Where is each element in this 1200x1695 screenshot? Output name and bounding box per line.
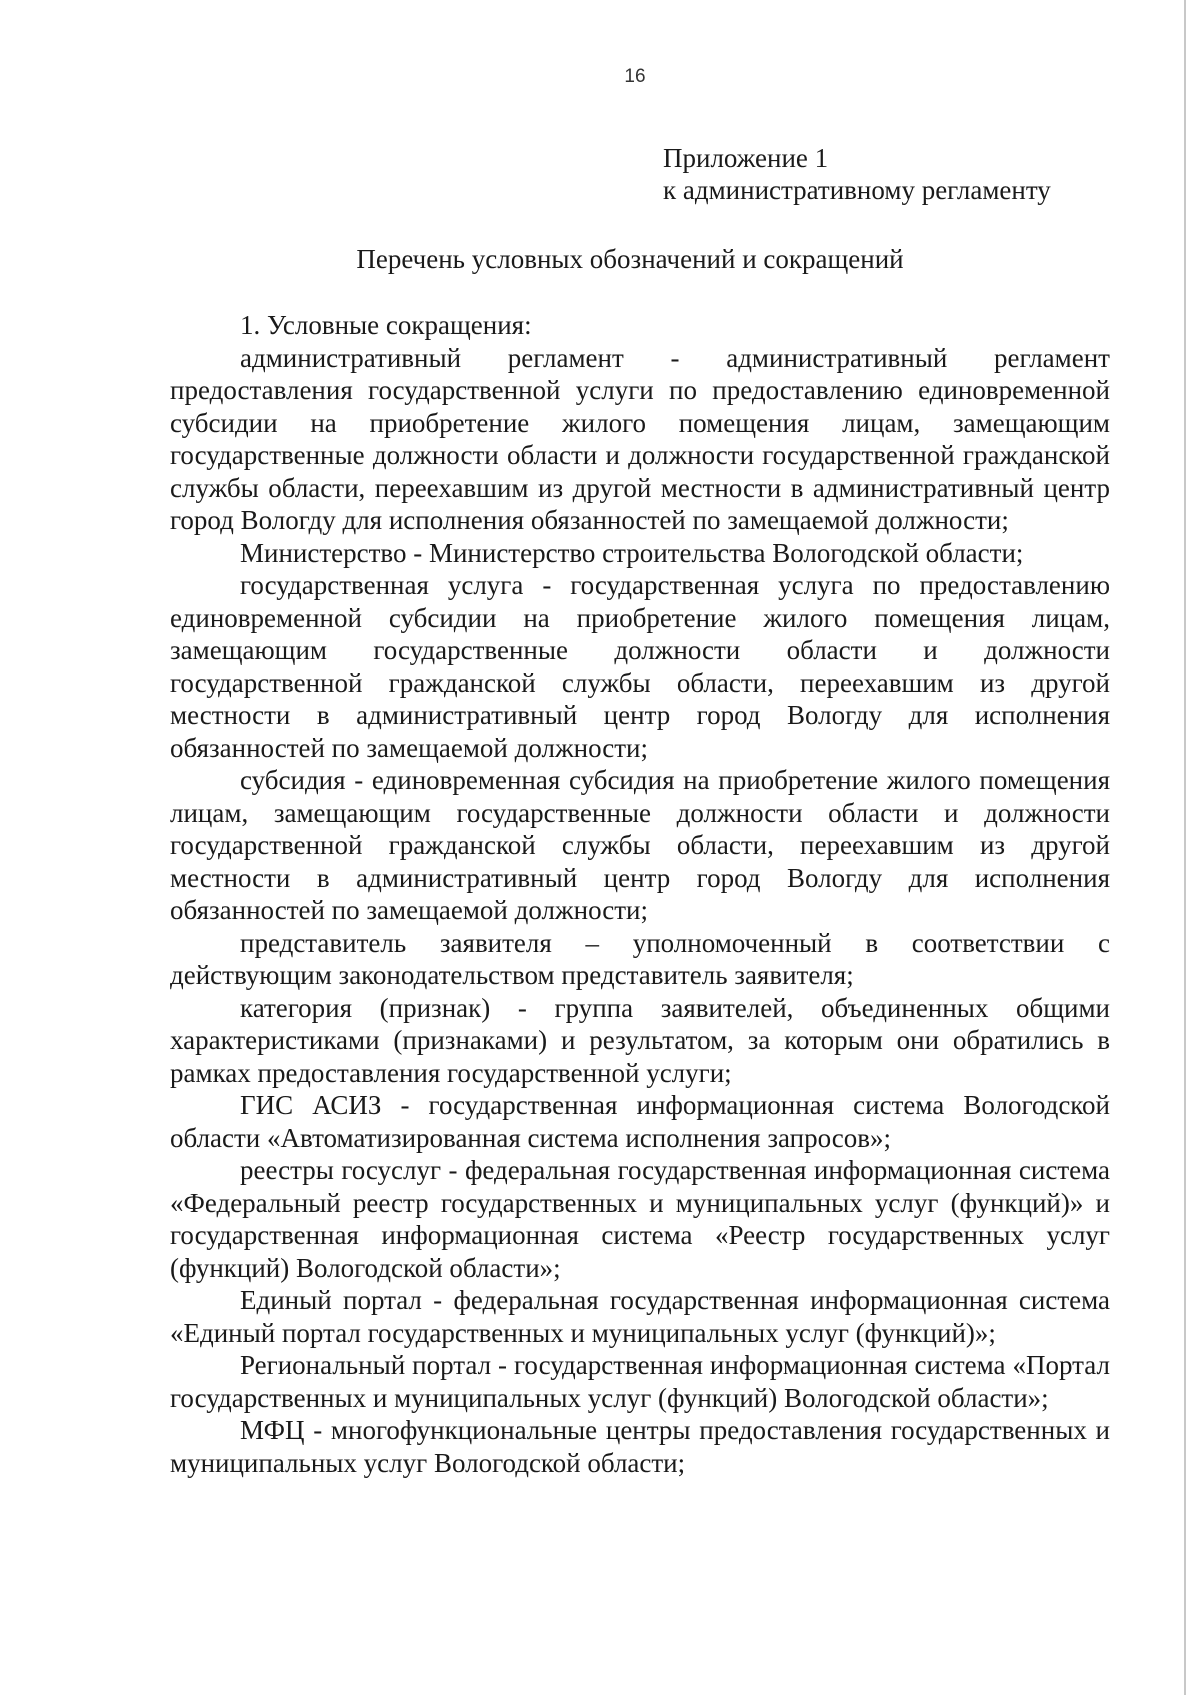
definition-paragraph: Региональный портал - государственная информационная система «Портал государственных и муниципальных услуг (функций) Вологодской области»; bbox=[170, 1350, 1110, 1413]
definition-paragraph: МФЦ - многофункциональные центры предоставления государственных и муниципальных услуг Вологодской области; bbox=[170, 1415, 1110, 1478]
definition-paragraph: ГИС АСИЗ - государственная информационная система Вологодской области «Автоматизированная система исполнения запросов»; bbox=[170, 1090, 1110, 1153]
appendix-line-2: к административному регламенту bbox=[663, 175, 1051, 205]
definition-paragraph: Министерство - Министерство строительства Вологодской области; bbox=[240, 537, 1024, 568]
definition-paragraph: представитель заявителя – уполномоченный в соответствии с действующим законодательством представитель заявителя; bbox=[170, 927, 1110, 990]
definition-paragraph: категория (признак) - группа заявителей, объединенных общими характеристиками (признаками) и результатом, за которым они обратились в рамках предоставления государственной услуги; bbox=[170, 992, 1110, 1088]
definition-paragraph: административный регламент - административный регламент предоставления государственной услуги по предоставлению единовременной субсидии на приобретение жилого помещения лицам, замещающим государственные должности области и должности государственной гражданской службы области, переехавшим из другой местности в административный центр город Вологду для исполнения обязанностей по замещаемой должности; bbox=[170, 342, 1110, 535]
definition-paragraph: реестры госуслуг - федеральная государственная информационная система «Федеральный реестр государственных и муниципальных услуг (функций)» и государственная информационная система «Реестр государственных услуг (функций) Вологодской области»; bbox=[170, 1155, 1110, 1283]
definition-paragraph: государственная услуга - государственная услуга по предоставлению единовременной субсидии на приобретение жилого помещения лицам, замещающим государственные должности области и должности государственной гражданской службы области, переехавшим из другой местности в административный центр город Вологду для исполнения обязанностей по замещаемой должности; bbox=[170, 570, 1110, 763]
document-body bbox=[170, 309, 1110, 1479]
document-title: Перечень условных обозначений и сокращений bbox=[356, 244, 904, 274]
definition-paragraph: субсидия - единовременная субсидия на приобретение жилого помещения лицам, замещающим государственные должности области и должности государственной гражданской службы области, переехавшим из другой местности в административный центр город Вологду для исполнения обязанностей по замещаемой должности; bbox=[170, 765, 1110, 925]
section-heading: 1. Условные сокращения: bbox=[240, 310, 532, 340]
page-number: 16 bbox=[624, 66, 646, 87]
definition-paragraph: Единый портал - федеральная государственная информационная система «Единый портал государственных и муниципальных услуг (функций)»; bbox=[170, 1285, 1110, 1348]
appendix-line-1: Приложение 1 bbox=[663, 143, 829, 173]
appendix-header bbox=[663, 142, 1051, 206]
